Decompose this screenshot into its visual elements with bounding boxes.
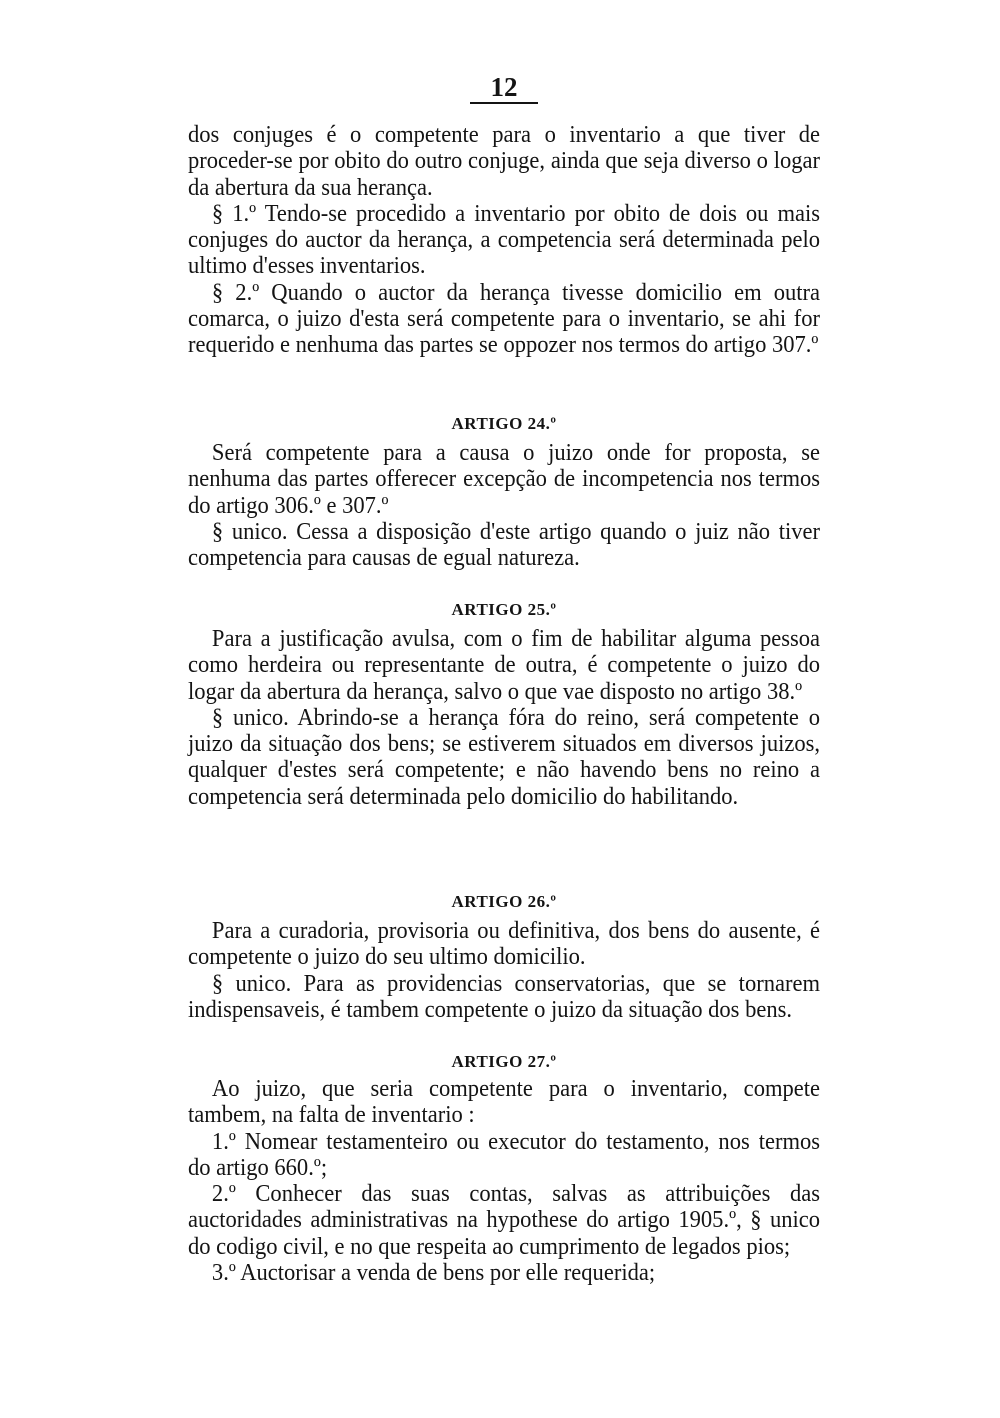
article-26-heading: ARTIGO 26.º xyxy=(451,892,557,911)
article-25-unico: § unico. Abrindo-se a herança fóra do reino, será competente o juizo da situação dos bens; se estiverem situados em diversos juizos, qualquer d'estes será competente; e não havendo bens no reino a competencia será determinada pelo domicilio do habilitando. xyxy=(188,703,821,810)
intro-section xyxy=(188,122,820,359)
article-27-heading: ARTIGO 27.º xyxy=(451,1052,557,1071)
article-24-section xyxy=(188,440,820,571)
article-24-heading: ARTIGO 24.º xyxy=(451,414,557,433)
article-26-section xyxy=(188,918,820,1023)
article-27-body: Ao juizo, que seria competente para o inventario, compete tambem, na falta de inventario : xyxy=(188,1075,821,1129)
intro-paragraph: dos conjuges é o competente para o inventario a que tiver de proceder-se por obito do outro conjuge, ainda que seja diverso o logar da abertura da sua herança. xyxy=(188,121,821,201)
article-24-unico: § unico. Cessa a disposição d'este artigo quando o juiz não tiver competencia para causas de egual natureza. xyxy=(188,517,821,572)
intro-paragraph-2: § 2.º Quando o auctor da herança tivesse domicilio em outra comarca, o juizo d'esta será competente para o inventario, se ahi for requerido e nenhuma das partes se oppozer nos termos do artigo 307.º xyxy=(188,278,821,359)
article-27-item-2: 2.º Conhecer das suas contas, salvas as attribuições das auctoridades administrativas na hypothese do artigo 1905.º, § unico do codigo civil, e no que respeita ao cumprimento de legados pios; xyxy=(188,1180,821,1260)
article-25-heading: ARTIGO 25.º xyxy=(451,600,557,619)
article-27-item-3: 3.º Auctorisar a venda de bens por elle requerida; xyxy=(211,1259,656,1287)
intro-paragraph-1: § 1.º Tendo-se procedido a inventario por obito de dois ou mais conjuges do auctor da herança, a competencia será determinada pelo ultimo d'esses inventarios. xyxy=(188,199,821,280)
article-27-item-1: 1.º Nomear testamenteiro ou executor do testamento, nos termos do artigo 660.º; xyxy=(188,1127,821,1181)
article-27-section xyxy=(188,1076,820,1286)
article-25-body: Para a justificação avulsa, com o fim de habilitar alguma pessoa como herdeira ou representante de outra, é competente o juizo do logar da abertura da herança, salvo o que vae disposto no artigo 38.º xyxy=(188,625,821,705)
header-rule xyxy=(470,102,538,104)
page-number: 12 xyxy=(490,72,518,102)
article-25-section xyxy=(188,626,820,810)
article-26-body: Para a curadoria, provisoria ou definitiva, dos bens do ausente, é competente o juizo do seu ultimo domicilio. xyxy=(188,917,821,971)
article-24-body: Será competente para a causa o juizo onde for proposta, se nenhuma das partes offerecer excepção de incompetencia nos termos do artigo 306.º e 307.º xyxy=(188,439,821,519)
article-26-unico: § unico. Para as providencias conservatorias, que se tornarem indispensaveis, é tambem competente o juizo da situação dos bens. xyxy=(188,969,821,1023)
